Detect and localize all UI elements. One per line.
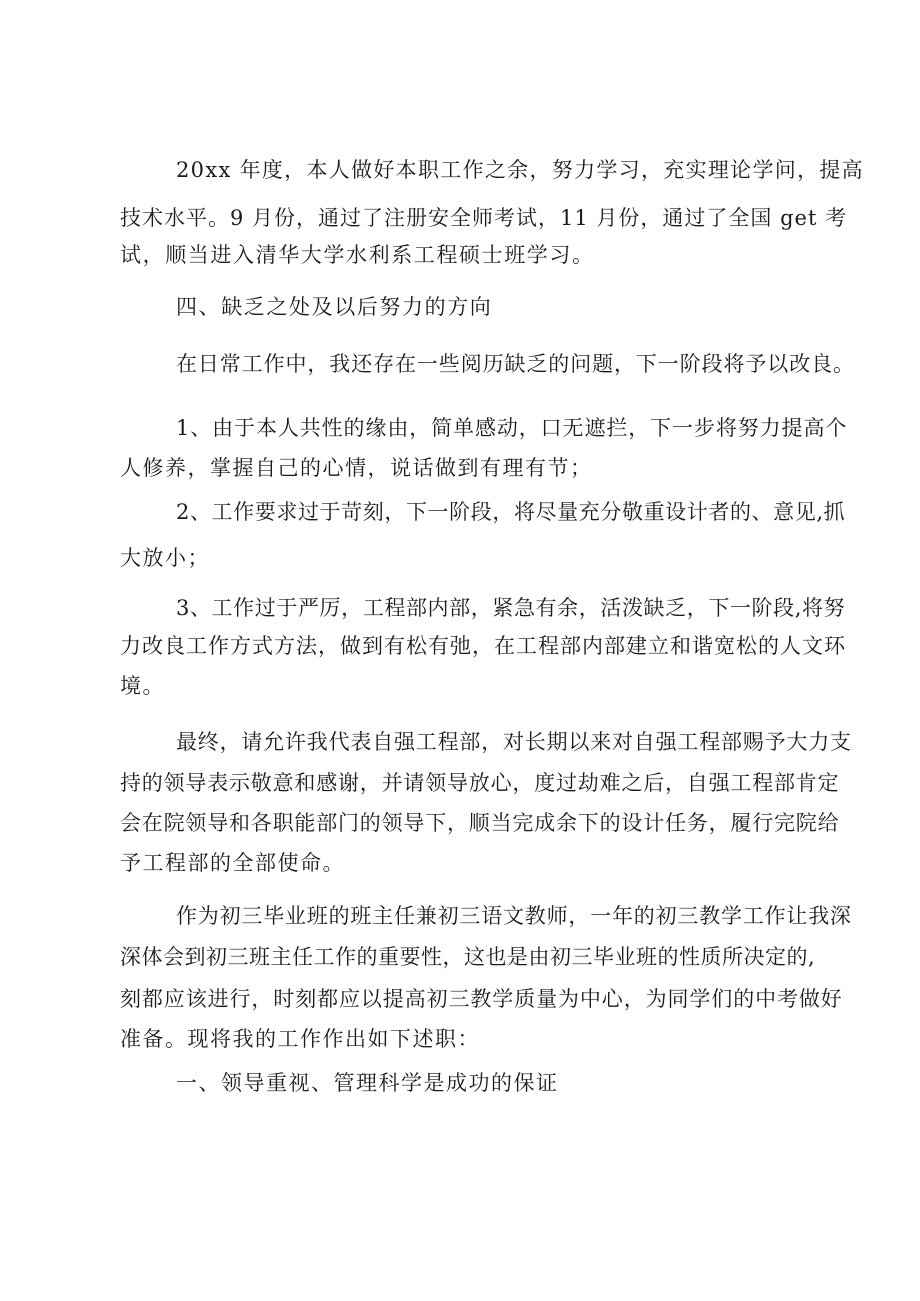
list-item-line: 2、工作要求过于苛刻，下一阶段，将尽量充分敬重设计者的、意见,抓 [176, 500, 846, 524]
paragraph-line: 作为初三毕业班的班主任兼初三语文教师，一年的初三教学工作让我深 [176, 904, 852, 928]
list-item-line: 3、工作过于严厉，工程部内部，紧急有余，活泼缺乏，下一阶段,将努 [176, 596, 846, 620]
list-item-line: 境。 [120, 674, 165, 698]
paragraph-line: 会在院领导和各职能部门的领导下，顺当完成余下的设计任务，履行完院给 [120, 811, 840, 835]
section-heading: 一、领导重视、管理科学是成功的保证 [176, 1071, 559, 1095]
paragraph-line: 在日常工作中，我还存在一些阅历缺乏的问题，下一阶段将予以改良。 [176, 352, 855, 376]
list-item-line: 1、由于本人共性的缘由，简单感动，口无遮拦，下一步将努力提高个 [176, 416, 848, 440]
paragraph-line: 持的领导表示敬意和感谢，并请领导放心，度过劫难之后，自强工程部肯定 [120, 771, 840, 795]
paragraph-line: 20xx 年度，本人做好本职工作之余，努力学习，充实理论学问，提高 [176, 158, 864, 182]
list-item-line: 力改良工作方式方法，做到有松有弛，在工程部内部建立和谐宽松的人文环 [120, 634, 846, 658]
list-item-line: 大放小； [120, 546, 210, 570]
paragraph-line: 深体会到初三班主任工作的重要性，这也是由初三毕业班的性质所决定的, [120, 945, 816, 969]
paragraph-line: 技术水平。9 月份，通过了注册安全师考试，11 月份，通过了全国 get 考 [120, 206, 848, 230]
paragraph-line: 刻都应该进行，时刻都应以提高初三教学质量为中心，为同学们的中考做好 [120, 987, 843, 1011]
list-item-line: 人修养，掌握自己的心情，说话做到有理有节； [120, 456, 593, 480]
paragraph-line: 最终，请允许我代表自强工程部，对长期以来对自强工程部赐予大力支 [176, 730, 852, 754]
paragraph-line: 予工程部的全部使命。 [120, 851, 345, 875]
paragraph-line: 试，顺当进入清华大学水利系工程硕士班学习。 [120, 243, 595, 267]
section-heading: 四、缺乏之处及以后努力的方向 [176, 295, 493, 319]
paragraph-line: 准备。现将我的工作作出如下述职： [120, 1027, 480, 1051]
